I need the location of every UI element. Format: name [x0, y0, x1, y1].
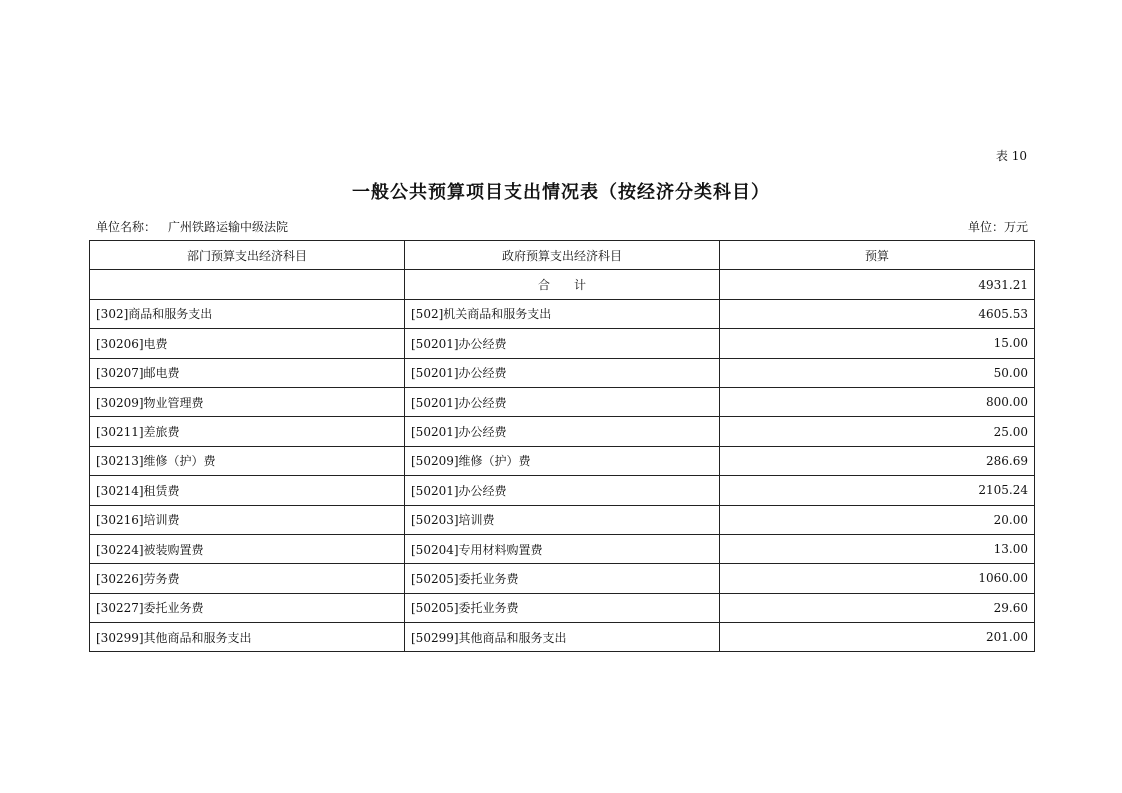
dept-subject-cell: [30214]租赁费: [90, 476, 405, 505]
dept-subject-cell: [30226]劳务费: [90, 564, 405, 593]
dept-subject-cell: [30227]委托业务费: [90, 593, 405, 622]
unit-info-row: [96, 218, 1028, 235]
budget-value-cell: 201.00: [720, 623, 1035, 652]
gov-subject-cell: [50201]办公经费: [405, 329, 720, 358]
header-budget: 预算: [720, 241, 1035, 270]
dept-subject-cell: [30224]被装购置费: [90, 534, 405, 563]
table-row: [90, 417, 1035, 446]
table-row: [90, 446, 1035, 475]
table-row: [90, 534, 1035, 563]
budget-table: [89, 240, 1035, 652]
budget-value-cell: 4605.53: [720, 299, 1035, 328]
total-value: 4931.21: [720, 270, 1035, 299]
gov-subject-cell: [50204]专用材料购置费: [405, 534, 720, 563]
budget-value-cell: 1060.00: [720, 564, 1035, 593]
budget-value-cell: 25.00: [720, 417, 1035, 446]
gov-subject-cell: [50205]委托业务费: [405, 593, 720, 622]
gov-subject-cell: [50205]委托业务费: [405, 564, 720, 593]
dept-subject-cell: [30206]电费: [90, 329, 405, 358]
total-label: 合计: [537, 278, 610, 293]
gov-subject-cell: [50209]维修（护）费: [405, 446, 720, 475]
dept-subject-cell: [302]商品和服务支出: [90, 299, 405, 328]
budget-value-cell: 13.00: [720, 534, 1035, 563]
gov-subject-cell: [50201]办公经费: [405, 476, 720, 505]
table-row: [90, 387, 1035, 416]
table-number: 表 10: [995, 149, 1027, 163]
dept-subject-cell: [30211]差旅费: [90, 417, 405, 446]
header-gov-subject: 政府预算支出经济科目: [405, 241, 720, 270]
table-row: [90, 623, 1035, 652]
gov-subject-cell: [50201]办公经费: [405, 417, 720, 446]
unit-label: 单位：万元: [967, 220, 1028, 234]
budget-value-cell: 29.60: [720, 593, 1035, 622]
table-row: [90, 505, 1035, 534]
unit-name: 广州铁路运输中级法院: [168, 220, 289, 234]
gov-subject-cell: [50299]其他商品和服务支出: [405, 623, 720, 652]
budget-value-cell: 2105.24: [720, 476, 1035, 505]
dept-subject-cell: [30216]培训费: [90, 505, 405, 534]
dept-subject-cell: [30299]其他商品和服务支出: [90, 623, 405, 652]
gov-subject-cell: [502]机关商品和服务支出: [405, 299, 720, 328]
unit-name-label: 单位名称：: [96, 220, 157, 234]
budget-value-cell: 15.00: [720, 329, 1035, 358]
header-dept-subject: 部门预算支出经济科目: [90, 241, 405, 270]
total-empty-cell: [90, 270, 405, 299]
table-row: [90, 476, 1035, 505]
document-title: 一般公共预算项目支出情况表（按经济分类科目）: [352, 182, 770, 203]
budget-value-cell: 20.00: [720, 505, 1035, 534]
unit-name-group: [96, 218, 288, 235]
dept-subject-cell: [30207]邮电费: [90, 358, 405, 387]
gov-subject-cell: [50203]培训费: [405, 505, 720, 534]
table-row: [90, 593, 1035, 622]
dept-subject-cell: [30209]物业管理费: [90, 387, 405, 416]
budget-value-cell: 286.69: [720, 446, 1035, 475]
table-row: [90, 299, 1035, 328]
dept-subject-cell: [30213]维修（护）费: [90, 446, 405, 475]
gov-subject-cell: [50201]办公经费: [405, 387, 720, 416]
total-label-cell: [405, 270, 720, 299]
table-header-row: [90, 241, 1035, 270]
table-row: [90, 564, 1035, 593]
budget-value-cell: 800.00: [720, 387, 1035, 416]
table-row: [90, 329, 1035, 358]
total-row: [90, 270, 1035, 299]
table-row: [90, 358, 1035, 387]
budget-value-cell: 50.00: [720, 358, 1035, 387]
gov-subject-cell: [50201]办公经费: [405, 358, 720, 387]
